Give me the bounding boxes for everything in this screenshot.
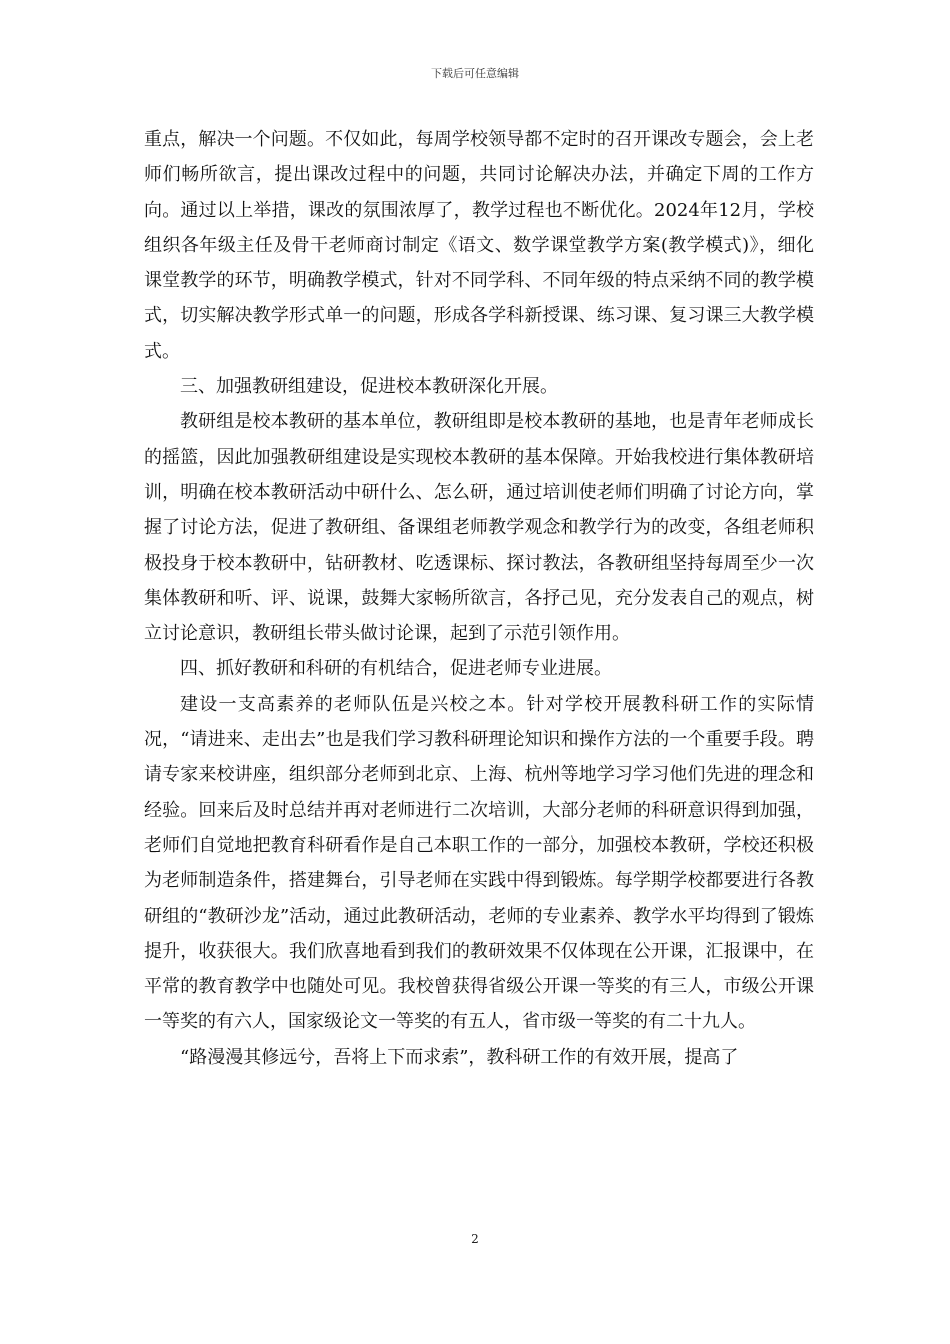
section-heading-3: 三、加强教研组建设，促进校本教研深化开展。 <box>180 376 558 398</box>
document-body <box>144 122 814 1075</box>
paragraph-teaching-research-groups: 教研组是校本教研的基本单位，教研组即是校本教研的基地，也是青年老师成长的摇篮，因此加强教研组建设是实现校本教研的基本保障。开始我校进行集体教研培训，明确在校本教研活动中研什么、怎么研，通过培训使老师们明确了讨论方向，掌握了讨论方法，促进了教研组、备课组老师教学观念和教学行为的改变，各组老师积极投身于校本教研中，钻研教材、吃透课标、探讨教法，各教研组坚持每周至少一次集体教研和听、评、说课，鼓舞大家畅所欲言，各抒己见，充分发表自己的观点，树立讨论意识，教研组长带头做讨论课，起到了示范引领作用。 <box>144 411 814 645</box>
paragraph-continuation: 重点，解决一个问题。不仅如此，每周学校领导都不定时的召开课改专题会，会上老师们畅所欲言，提出课改过程中的问题，共同讨论解决办法，并确定下周的工作方向。通过以上举措，课改的氛围浓厚了，教学过程也不断优化。2024年12月，学校组织各年级主任及骨干老师商讨制定《语文、数学课堂教学方案(教学模式)》，细化课堂教学的环节，明确教学模式，针对不同学科、不同年级的特点采纳不同的教学模式，切实解决教学形式单一的问题，形成各学科新授课、练习课、复习课三大教学模式。 <box>144 129 814 362</box>
paragraph-teacher-development: 建设一支高素养的老师队伍是兴校之本。针对学校开展教科研工作的实际情况，“请进来、走出去”也是我们学习教科研理论知识和操作方法的一个重要手段。聘请专家来校讲座，组织部分老师到北京、上海、杭州等地学习学习他们先进的理念和经验。回来后及时总结并再对老师进行二次培训，大部分老师的科研意识得到加强，老师们自觉地把教育科研看作是自己本职工作的一部分，加强校本教研，学校还积极为老师制造条件，搭建舞台，引导老师在实践中得到锻炼。每学期学校都要进行各教研组的“教研沙龙”活动，通过此教研活动，老师的专业素养、教学水平均得到了锻炼提升，收获很大。我们欣喜地看到我们的教研效果不仅体现在公开课，汇报课中，在平常的教育教学中也随处可见。我校曾获得省级公开课一等奖的有三人，市级公开课一等奖的有六人，国家级论文一等奖的有五人，省市级一等奖的有二十九人。 <box>144 693 814 1033</box>
section-heading-4: 四、抓好教研和科研的有机结合，促进老师专业进展。 <box>180 658 612 680</box>
page-number: 2 <box>471 1232 479 1246</box>
page-header-note: 下载后可任意编辑 <box>431 67 519 80</box>
paragraph-closing-start: “路漫漫其修远兮，吾将上下而求索”，教科研工作的有效开展，提高了 <box>180 1046 739 1068</box>
